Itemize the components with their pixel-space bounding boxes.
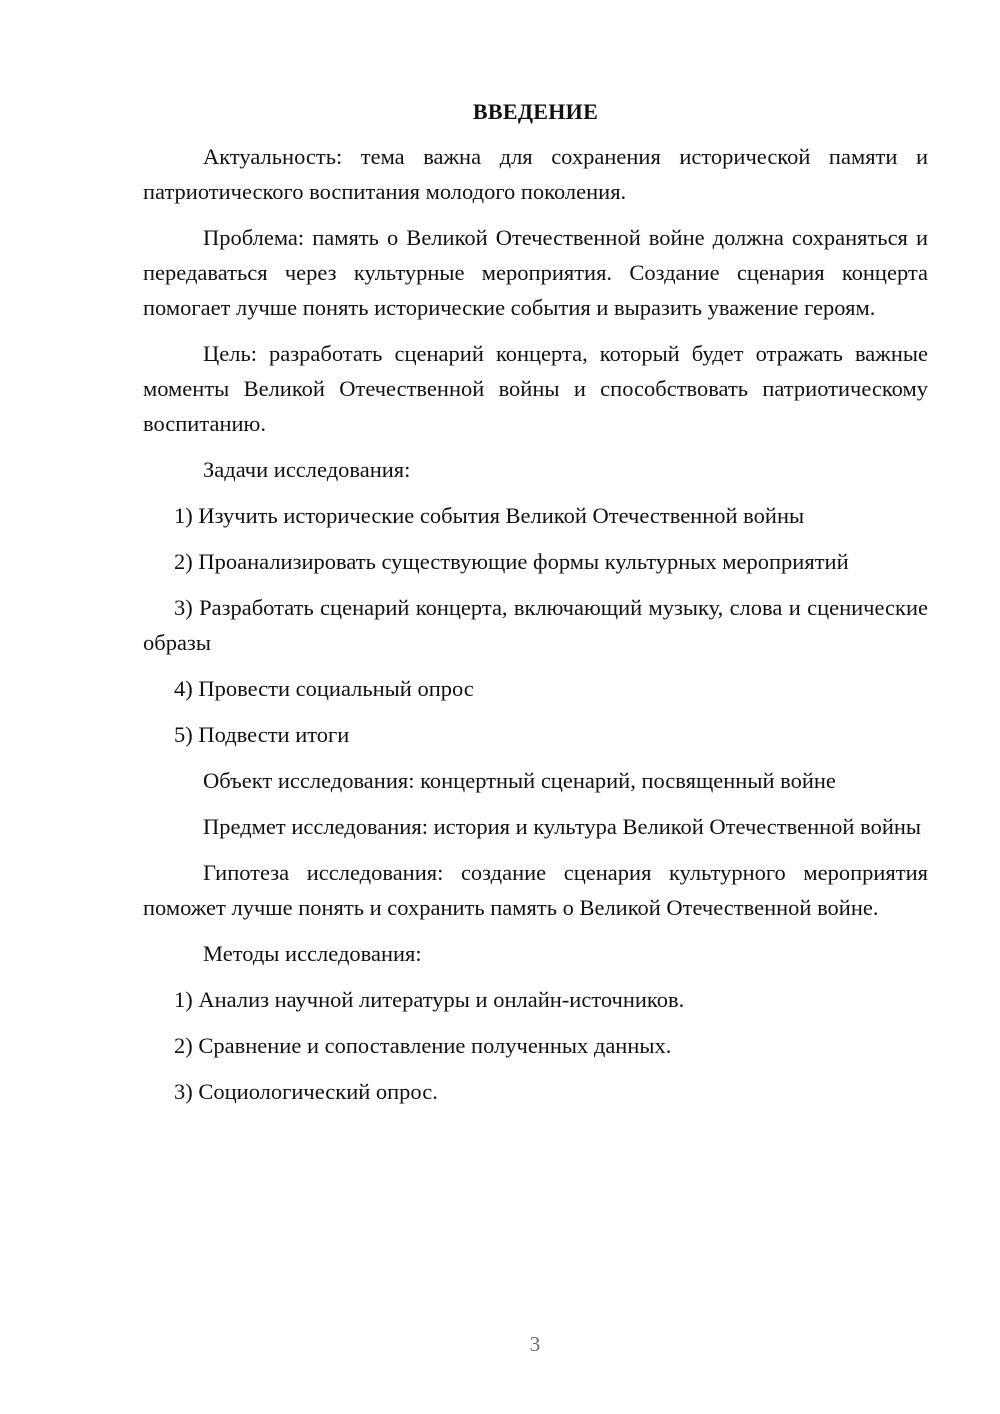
document-page [143, 97, 928, 1120]
method-item: 3) Социологический опрос. [174, 1079, 438, 1104]
task-item: 4) Провести социальный опрос [174, 676, 474, 701]
hypothesis-paragraph: Гипотеза исследования: создание сценария культурного мероприятия поможет лучше понять и сохранить память о Великой Отечественной войне. [143, 860, 928, 920]
task-item: 1) Изучить исторические события Великой Отечественной войны [174, 503, 805, 528]
goal-paragraph: Цель: разработать сценарий концерта, который будет отражать важные моменты Великой Отечественной войны и способствовать патриотическому воспитанию. [143, 341, 928, 436]
method-item: 2) Сравнение и сопоставление полученных данных. [174, 1033, 672, 1058]
problem-paragraph: Проблема: память о Великой Отечественной войне должна сохраняться и передаваться через культурные мероприятия. Создание сценария концерта помогает лучше понять исторические события и выразить уважение героям. [143, 225, 928, 320]
task-item: 2) Проанализировать существующие формы культурных мероприятий [174, 549, 849, 574]
subject-paragraph: Предмет исследования: история и культура Великой Отечественной войны [203, 814, 922, 839]
object-paragraph: Объект исследования: концертный сценарий, посвященный войне [203, 768, 836, 793]
method-item: 1) Анализ научной литературы и онлайн-источников. [174, 987, 685, 1012]
page-number: 3 [529, 1332, 541, 1356]
task-item: 5) Подвести итоги [174, 722, 350, 747]
section-title: ВВЕДЕНИЕ [472, 99, 599, 124]
relevance-paragraph: Актуальность: тема важна для сохранения исторической памяти и патриотического воспитания молодого поколения. [143, 144, 928, 204]
methods-heading: Методы исследования: [203, 941, 422, 966]
task-item: 3) Разработать сценарий концерта, включающий музыку, слова и сценические образы [143, 595, 928, 655]
tasks-heading: Задачи исследования: [203, 457, 411, 482]
